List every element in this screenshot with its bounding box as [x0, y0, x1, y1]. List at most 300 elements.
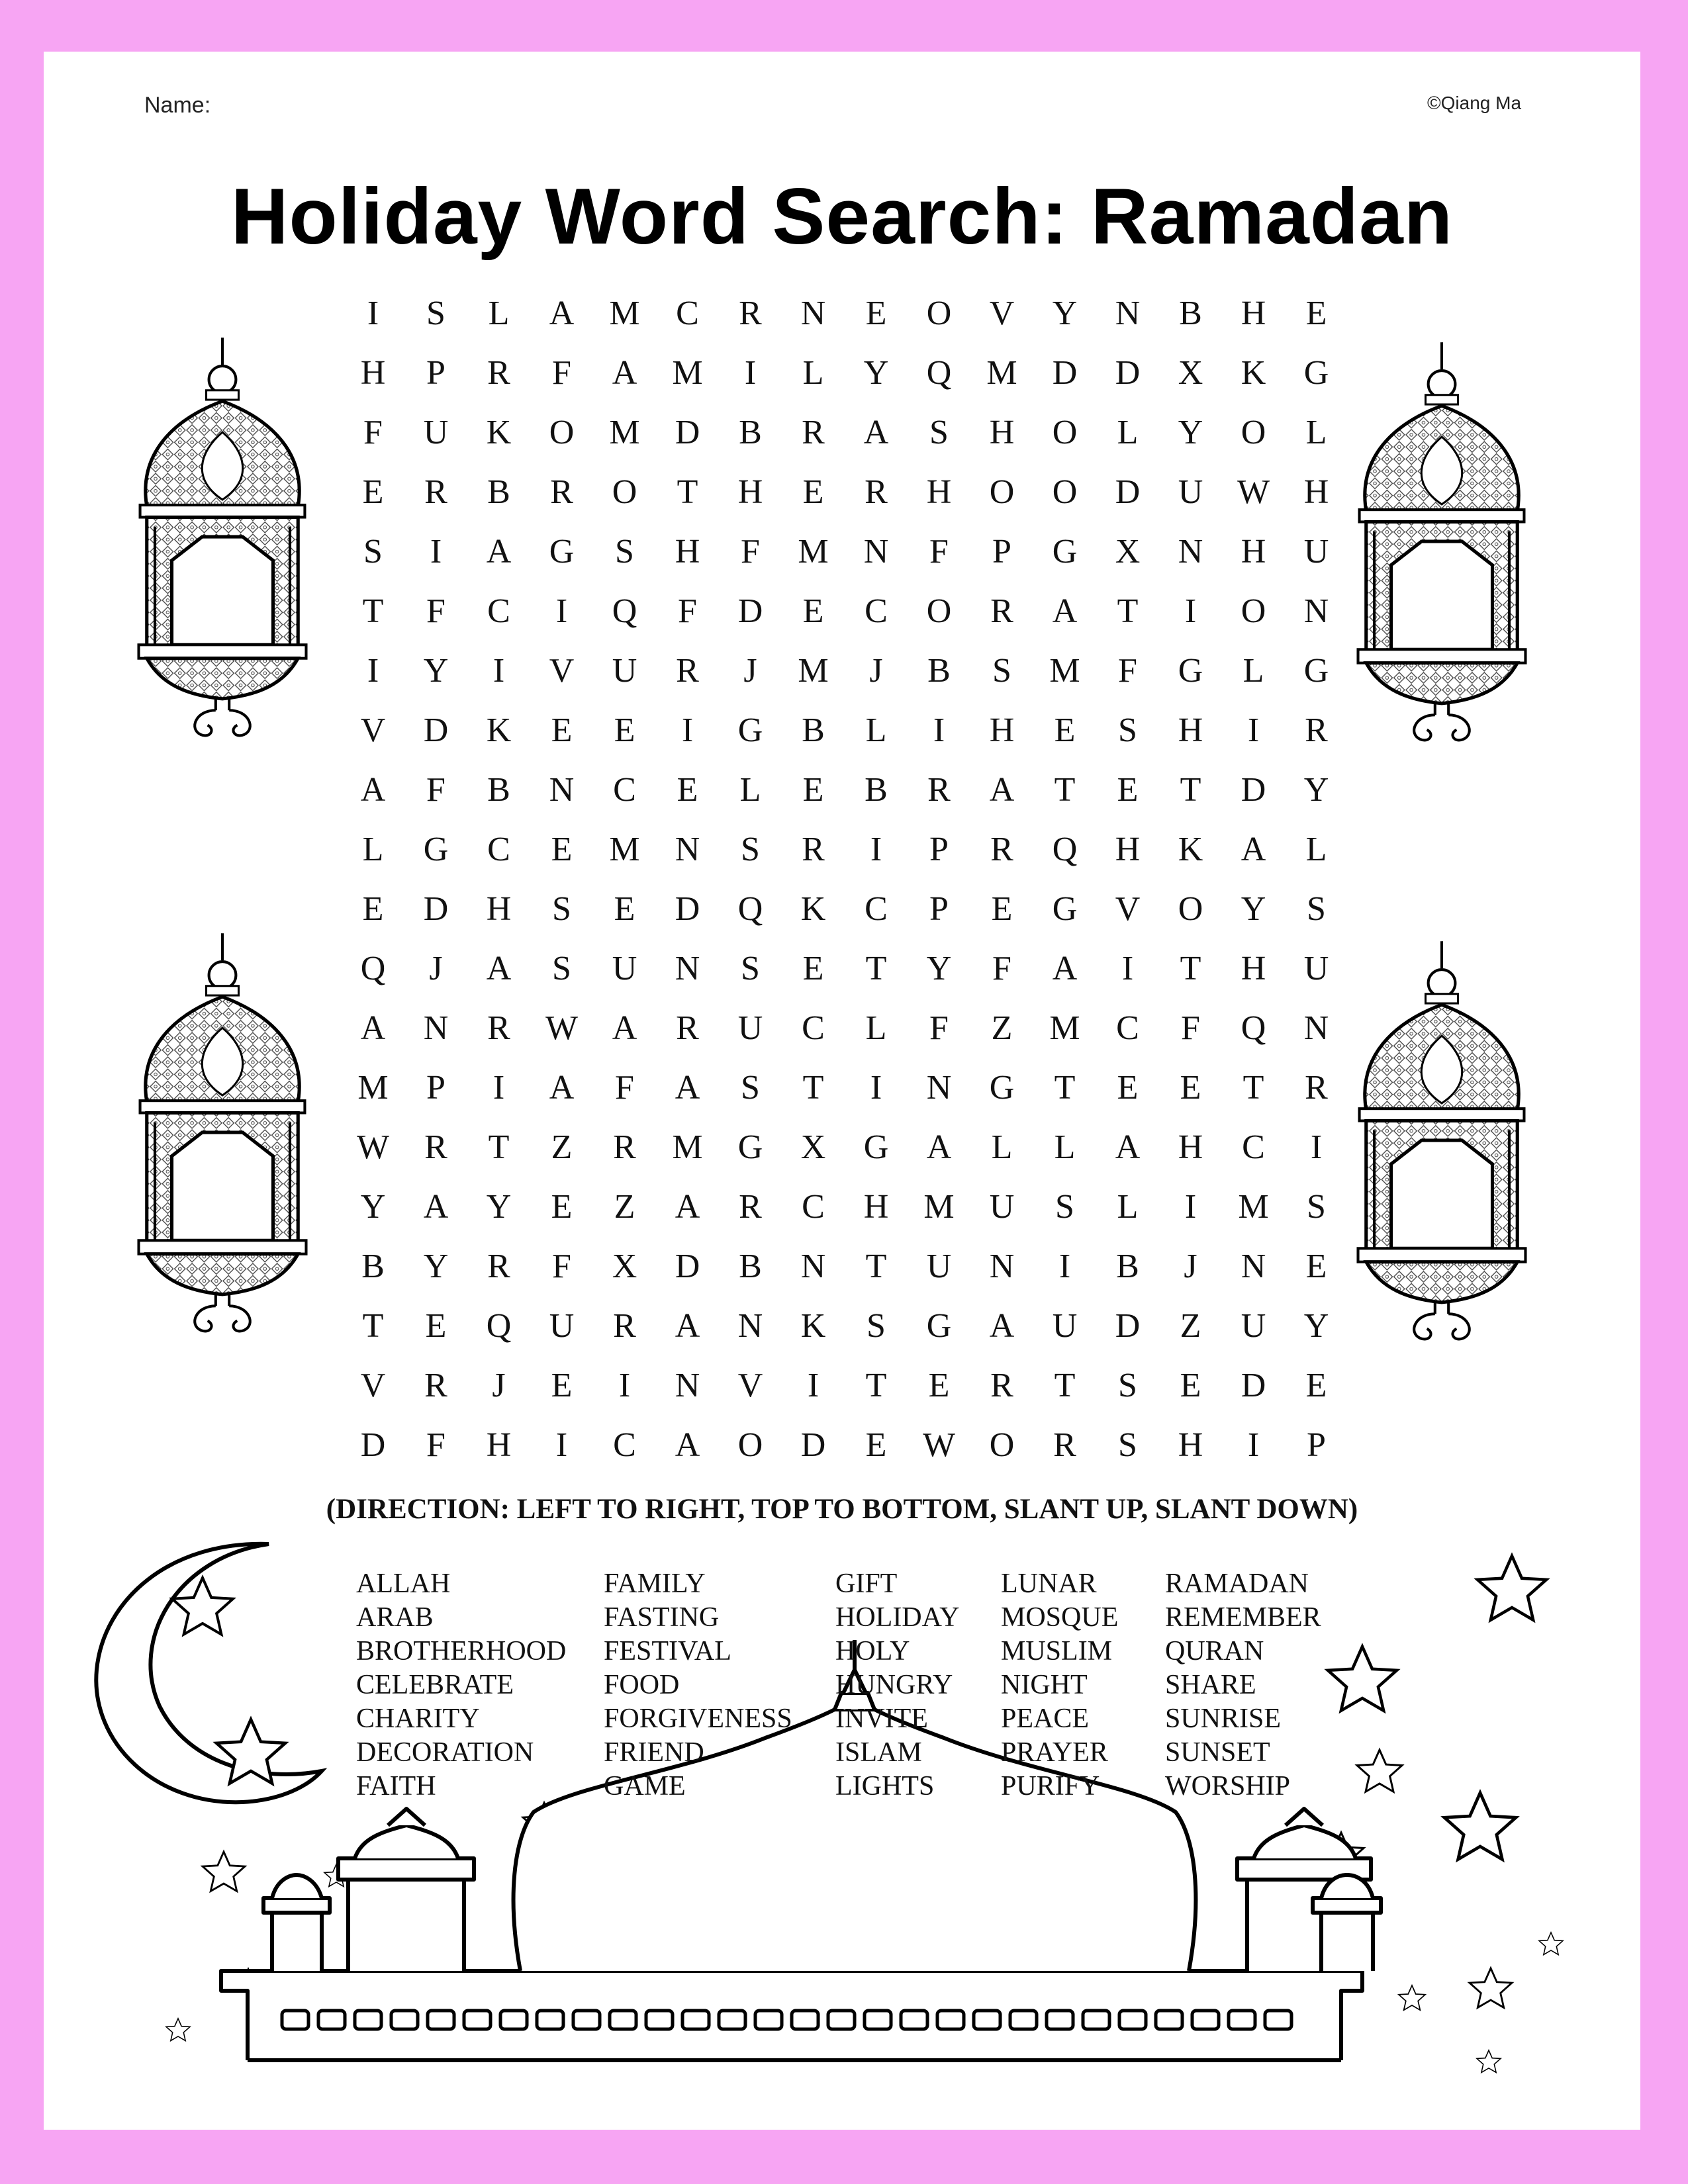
grid-letter[interactable]: S	[615, 532, 634, 570]
grid-letter[interactable]: P	[929, 889, 949, 928]
grid-letter[interactable]: E	[802, 473, 824, 511]
grid-letter[interactable]: Y	[423, 651, 449, 690]
grid-letter[interactable]: Q	[737, 889, 763, 928]
grid-letter[interactable]: S	[1307, 889, 1326, 928]
grid-letter[interactable]: R	[550, 473, 573, 511]
grid-letter[interactable]: U	[423, 413, 449, 451]
grid-letter[interactable]: O	[1241, 592, 1266, 630]
grid-letter[interactable]: L	[991, 1128, 1013, 1166]
grid-letter[interactable]: D	[1241, 1366, 1266, 1404]
grid-letter[interactable]: L	[488, 294, 510, 332]
grid-letter[interactable]: R	[676, 651, 699, 690]
grid-letter[interactable]: I	[1184, 1187, 1197, 1226]
grid-letter[interactable]: H	[486, 1426, 512, 1464]
grid-letter[interactable]: M	[672, 353, 703, 392]
grid-letter[interactable]: B	[1179, 294, 1202, 332]
grid-letter[interactable]: W	[922, 1426, 956, 1464]
grid-letter[interactable]: S	[741, 1068, 760, 1107]
grid-letter[interactable]: H	[863, 1187, 889, 1226]
grid-letter[interactable]: V	[549, 651, 575, 690]
grid-letter[interactable]: H	[1178, 711, 1203, 749]
grid-letter[interactable]: C	[1242, 1128, 1265, 1166]
grid-letter[interactable]: C	[865, 592, 888, 630]
grid-letter[interactable]: B	[487, 473, 510, 511]
grid-letter[interactable]: M	[1238, 1187, 1269, 1226]
grid-letter[interactable]: B	[1116, 1247, 1139, 1285]
grid-letter[interactable]: R	[865, 473, 888, 511]
grid-letter[interactable]: I	[1121, 949, 1134, 987]
grid-letter[interactable]: N	[1178, 532, 1203, 570]
grid-letter[interactable]: H	[486, 889, 512, 928]
grid-letter[interactable]: L	[1305, 413, 1327, 451]
grid-letter[interactable]: F	[1181, 1009, 1200, 1047]
grid-letter[interactable]: T	[802, 1068, 824, 1107]
grid-letter[interactable]: L	[802, 353, 824, 392]
grid-letter[interactable]: S	[741, 949, 760, 987]
grid-letter[interactable]: W	[545, 1009, 579, 1047]
grid-letter[interactable]: H	[1241, 949, 1266, 987]
grid-letter[interactable]: H	[1241, 532, 1266, 570]
grid-letter[interactable]: Y	[486, 1187, 512, 1226]
grid-letter[interactable]: Y	[1052, 294, 1078, 332]
grid-letter[interactable]: C	[676, 294, 699, 332]
grid-letter[interactable]: S	[363, 532, 383, 570]
grid-letter[interactable]: C	[487, 830, 510, 868]
grid-letter[interactable]: E	[362, 473, 384, 511]
grid-letter[interactable]: R	[739, 294, 762, 332]
grid-letter[interactable]: N	[1303, 1009, 1329, 1047]
grid-letter[interactable]: R	[424, 1128, 447, 1166]
grid-letter[interactable]: D	[423, 889, 449, 928]
grid-letter[interactable]: N	[863, 532, 889, 570]
grid-letter[interactable]: I	[870, 1068, 882, 1107]
grid-letter[interactable]: N	[800, 1247, 826, 1285]
grid-letter[interactable]: K	[1178, 830, 1203, 868]
grid-letter[interactable]: M	[923, 1187, 955, 1226]
grid-letter[interactable]: R	[990, 592, 1013, 630]
grid-letter[interactable]: J	[492, 1366, 506, 1404]
grid-letter[interactable]: V	[360, 1366, 386, 1404]
grid-letter[interactable]: Z	[991, 1009, 1013, 1047]
grid-letter[interactable]: T	[362, 592, 384, 630]
grid-letter[interactable]: A	[612, 353, 637, 392]
grid-letter[interactable]: A	[549, 1068, 575, 1107]
grid-letter[interactable]: I	[430, 532, 442, 570]
grid-letter[interactable]: H	[1178, 1128, 1203, 1166]
grid-letter[interactable]: C	[865, 889, 888, 928]
grid-letter[interactable]: H	[926, 473, 952, 511]
grid-letter[interactable]: D	[675, 1247, 700, 1285]
grid-letter[interactable]: T	[677, 473, 698, 511]
grid-letter[interactable]: T	[1243, 1068, 1264, 1107]
grid-letter[interactable]: A	[360, 1009, 386, 1047]
grid-letter[interactable]: R	[1053, 1426, 1076, 1464]
grid-letter[interactable]: H	[1241, 294, 1266, 332]
grid-letter[interactable]: D	[360, 1426, 386, 1464]
grid-letter[interactable]: A	[675, 1068, 700, 1107]
grid-letter[interactable]: Y	[1241, 889, 1266, 928]
grid-letter[interactable]: D	[675, 413, 700, 451]
grid-letter[interactable]: E	[1117, 1068, 1139, 1107]
grid-letter[interactable]: R	[990, 1366, 1013, 1404]
grid-letter[interactable]: F	[741, 532, 760, 570]
grid-letter[interactable]: I	[367, 294, 379, 332]
grid-letter[interactable]: J	[1184, 1247, 1197, 1285]
grid-letter[interactable]: T	[1054, 1068, 1076, 1107]
grid-letter[interactable]: F	[552, 1247, 571, 1285]
grid-letter[interactable]: P	[929, 830, 949, 868]
grid-letter[interactable]: M	[609, 830, 640, 868]
grid-letter[interactable]: A	[926, 1128, 952, 1166]
grid-letter[interactable]: N	[423, 1009, 449, 1047]
grid-letter[interactable]: S	[426, 294, 445, 332]
grid-letter[interactable]: T	[1180, 770, 1201, 809]
grid-letter[interactable]: C	[802, 1009, 825, 1047]
grid-letter[interactable]: H	[737, 473, 763, 511]
grid-letter[interactable]: U	[737, 1009, 763, 1047]
grid-letter[interactable]: R	[1305, 1068, 1328, 1107]
grid-letter[interactable]: T	[488, 1128, 510, 1166]
grid-letter[interactable]: I	[933, 711, 945, 749]
grid-letter[interactable]: J	[429, 949, 443, 987]
grid-letter[interactable]: R	[487, 353, 510, 392]
grid-letter[interactable]: A	[675, 1187, 700, 1226]
grid-letter[interactable]: T	[865, 949, 887, 987]
grid-letter[interactable]: E	[928, 1366, 950, 1404]
grid-letter[interactable]: S	[741, 830, 760, 868]
grid-letter[interactable]: M	[1049, 651, 1080, 690]
grid-letter[interactable]: I	[367, 651, 379, 690]
grid-letter[interactable]: D	[1052, 353, 1078, 392]
grid-letter[interactable]: L	[865, 711, 887, 749]
grid-letter[interactable]: R	[990, 830, 1013, 868]
grid-letter[interactable]: F	[363, 413, 383, 451]
grid-letter[interactable]: G	[1303, 651, 1329, 690]
grid-letter[interactable]: H	[675, 532, 700, 570]
grid-letter[interactable]: O	[926, 294, 952, 332]
grid-letter[interactable]: K	[800, 889, 826, 928]
grid-letter[interactable]: F	[426, 1426, 445, 1464]
grid-letter[interactable]: H	[1303, 473, 1329, 511]
grid-letter[interactable]: M	[1049, 1009, 1080, 1047]
grid-letter[interactable]: A	[360, 770, 386, 809]
grid-letter[interactable]: F	[1118, 651, 1137, 690]
grid-letter[interactable]: V	[989, 294, 1015, 332]
grid-letter[interactable]: M	[798, 651, 829, 690]
grid-letter[interactable]: N	[989, 1247, 1015, 1285]
grid-letter[interactable]: B	[802, 711, 825, 749]
grid-letter[interactable]: Y	[1178, 413, 1203, 451]
grid-letter[interactable]: J	[743, 651, 757, 690]
grid-letter[interactable]: G	[549, 532, 575, 570]
grid-letter[interactable]: G	[737, 711, 763, 749]
grid-letter[interactable]: D	[1115, 1306, 1141, 1345]
grid-letter[interactable]: S	[929, 413, 949, 451]
grid-letter[interactable]: N	[737, 1306, 763, 1345]
grid-letter[interactable]: E	[551, 830, 573, 868]
grid-letter[interactable]: Z	[551, 1128, 573, 1166]
grid-letter[interactable]: C	[1116, 1009, 1139, 1047]
grid-letter[interactable]: T	[1054, 1366, 1076, 1404]
grid-letter[interactable]: R	[1305, 711, 1328, 749]
grid-letter[interactable]: V	[1115, 889, 1141, 928]
grid-letter[interactable]: E	[1180, 1366, 1201, 1404]
grid-letter[interactable]: U	[549, 1306, 575, 1345]
grid-letter[interactable]: R	[424, 1366, 447, 1404]
grid-letter[interactable]: O	[989, 1426, 1015, 1464]
grid-letter[interactable]: V	[360, 711, 386, 749]
grid-letter[interactable]: D	[800, 1426, 826, 1464]
grid-letter[interactable]: E	[551, 1366, 573, 1404]
grid-letter[interactable]: N	[675, 949, 700, 987]
grid-letter[interactable]: H	[1178, 1426, 1203, 1464]
grid-letter[interactable]: I	[618, 1366, 631, 1404]
grid-letter[interactable]: E	[677, 770, 698, 809]
grid-letter[interactable]: M	[798, 532, 829, 570]
grid-letter[interactable]: L	[1117, 1187, 1139, 1226]
grid-letter[interactable]: E	[425, 1306, 447, 1345]
grid-letter[interactable]: N	[675, 830, 700, 868]
grid-letter[interactable]: T	[362, 1306, 384, 1345]
grid-letter[interactable]: A	[989, 770, 1015, 809]
grid-letter[interactable]: F	[992, 949, 1011, 987]
grid-letter[interactable]: I	[1247, 1426, 1260, 1464]
grid-letter[interactable]: P	[426, 1068, 445, 1107]
grid-letter[interactable]: I	[1184, 592, 1197, 630]
grid-letter[interactable]: M	[357, 1068, 389, 1107]
grid-letter[interactable]: L	[1054, 1128, 1076, 1166]
grid-letter[interactable]: M	[609, 413, 640, 451]
grid-letter[interactable]: H	[989, 711, 1015, 749]
grid-letter[interactable]: D	[1115, 473, 1141, 511]
grid-letter[interactable]: F	[929, 1009, 949, 1047]
grid-letter[interactable]: F	[426, 770, 445, 809]
grid-letter[interactable]: Z	[1180, 1306, 1201, 1345]
grid-letter[interactable]: R	[424, 473, 447, 511]
grid-letter[interactable]: Q	[1241, 1009, 1266, 1047]
grid-letter[interactable]: P	[1307, 1426, 1326, 1464]
grid-letter[interactable]: Q	[612, 592, 637, 630]
grid-letter[interactable]: I	[807, 1366, 820, 1404]
grid-letter[interactable]: O	[1241, 413, 1266, 451]
grid-letter[interactable]: A	[486, 949, 512, 987]
grid-letter[interactable]: C	[613, 1426, 636, 1464]
grid-letter[interactable]: O	[989, 473, 1015, 511]
grid-letter[interactable]: E	[802, 770, 824, 809]
grid-letter[interactable]: L	[739, 770, 761, 809]
grid-letter[interactable]: B	[927, 651, 951, 690]
grid-letter[interactable]: U	[926, 1247, 952, 1285]
grid-letter[interactable]: R	[613, 1128, 636, 1166]
grid-letter[interactable]: N	[926, 1068, 952, 1107]
grid-letter[interactable]: K	[800, 1306, 826, 1345]
grid-letter[interactable]: R	[487, 1009, 510, 1047]
grid-letter[interactable]: X	[1178, 353, 1203, 392]
grid-letter[interactable]: G	[1178, 651, 1203, 690]
grid-letter[interactable]: D	[1241, 770, 1266, 809]
grid-letter[interactable]: D	[423, 711, 449, 749]
grid-letter[interactable]: H	[1115, 830, 1141, 868]
grid-letter[interactable]: E	[362, 889, 384, 928]
grid-letter[interactable]: I	[1310, 1128, 1323, 1166]
grid-letter[interactable]: N	[1303, 592, 1329, 630]
grid-letter[interactable]: S	[867, 1306, 886, 1345]
grid-letter[interactable]: T	[1117, 592, 1139, 630]
grid-letter[interactable]: S	[552, 949, 571, 987]
grid-letter[interactable]: E	[991, 889, 1013, 928]
grid-letter[interactable]: V	[737, 1366, 763, 1404]
grid-letter[interactable]: L	[362, 830, 384, 868]
grid-letter[interactable]: I	[1247, 711, 1260, 749]
grid-letter[interactable]: K	[486, 711, 512, 749]
grid-letter[interactable]: W	[356, 1128, 390, 1166]
grid-letter[interactable]: I	[555, 592, 568, 630]
grid-letter[interactable]: E	[614, 889, 635, 928]
grid-letter[interactable]: U	[1303, 532, 1329, 570]
grid-letter[interactable]: U	[1241, 1306, 1266, 1345]
grid-letter[interactable]: X	[612, 1247, 637, 1285]
grid-letter[interactable]: R	[739, 1187, 762, 1226]
grid-letter[interactable]: T	[865, 1366, 887, 1404]
grid-letter[interactable]: N	[1241, 1247, 1266, 1285]
grid-letter[interactable]: L	[1243, 651, 1264, 690]
grid-letter[interactable]: N	[549, 770, 575, 809]
grid-letter[interactable]: I	[744, 353, 757, 392]
grid-letter[interactable]: G	[1303, 353, 1329, 392]
grid-letter[interactable]: H	[360, 353, 386, 392]
grid-letter[interactable]: U	[1178, 473, 1203, 511]
grid-letter[interactable]: Y	[1303, 1306, 1329, 1345]
grid-letter[interactable]: C	[802, 1187, 825, 1226]
grid-letter[interactable]: W	[1237, 473, 1270, 511]
grid-letter[interactable]: D	[737, 592, 763, 630]
grid-letter[interactable]: Q	[360, 949, 386, 987]
grid-letter[interactable]: O	[1052, 413, 1078, 451]
grid-letter[interactable]: R	[676, 1009, 699, 1047]
grid-letter[interactable]: E	[1054, 711, 1076, 749]
grid-letter[interactable]: S	[1118, 711, 1137, 749]
grid-letter[interactable]: U	[1052, 1306, 1078, 1345]
grid-letter[interactable]: E	[1180, 1068, 1201, 1107]
grid-letter[interactable]: E	[614, 711, 635, 749]
grid-letter[interactable]: F	[615, 1068, 634, 1107]
grid-letter[interactable]: Q	[1052, 830, 1078, 868]
grid-letter[interactable]: E	[1117, 770, 1139, 809]
grid-letter[interactable]: E	[551, 1187, 573, 1226]
grid-letter[interactable]: F	[552, 353, 571, 392]
grid-letter[interactable]: H	[989, 413, 1015, 451]
grid-letter[interactable]: F	[678, 592, 697, 630]
grid-letter[interactable]: Y	[423, 1247, 449, 1285]
grid-letter[interactable]: R	[802, 830, 825, 868]
grid-letter[interactable]: E	[802, 592, 824, 630]
grid-letter[interactable]: G	[1052, 889, 1078, 928]
grid-letter[interactable]: Y	[863, 353, 889, 392]
grid-letter[interactable]: G	[423, 830, 449, 868]
grid-letter[interactable]: G	[737, 1128, 763, 1166]
grid-letter[interactable]: E	[551, 711, 573, 749]
grid-letter[interactable]: I	[555, 1426, 568, 1464]
grid-letter[interactable]: T	[1054, 770, 1076, 809]
grid-letter[interactable]: B	[865, 770, 888, 809]
grid-letter[interactable]: A	[423, 1187, 449, 1226]
grid-letter[interactable]: A	[675, 1426, 700, 1464]
grid-letter[interactable]: I	[492, 651, 505, 690]
grid-letter[interactable]: Q	[486, 1306, 512, 1345]
grid-letter[interactable]: A	[612, 1009, 637, 1047]
grid-letter[interactable]: A	[675, 1306, 700, 1345]
grid-letter[interactable]: A	[989, 1306, 1015, 1345]
grid-letter[interactable]: L	[1117, 413, 1139, 451]
grid-letter[interactable]: S	[1118, 1426, 1137, 1464]
grid-letter[interactable]: N	[675, 1366, 700, 1404]
grid-letter[interactable]: O	[1052, 473, 1078, 511]
grid-letter[interactable]: N	[1115, 294, 1141, 332]
grid-letter[interactable]: S	[992, 651, 1011, 690]
grid-letter[interactable]: A	[863, 413, 889, 451]
grid-letter[interactable]: D	[1115, 353, 1141, 392]
grid-letter[interactable]: M	[672, 1128, 703, 1166]
grid-letter[interactable]: Y	[360, 1187, 386, 1226]
grid-letter[interactable]: O	[612, 473, 637, 511]
grid-letter[interactable]: O	[549, 413, 575, 451]
grid-letter[interactable]: P	[426, 353, 445, 392]
grid-letter[interactable]: A	[1052, 949, 1078, 987]
grid-letter[interactable]: X	[800, 1128, 826, 1166]
grid-letter[interactable]: E	[1305, 1247, 1327, 1285]
grid-letter[interactable]: R	[802, 413, 825, 451]
grid-letter[interactable]: Q	[926, 353, 952, 392]
grid-letter[interactable]: T	[1180, 949, 1201, 987]
grid-letter[interactable]: C	[613, 770, 636, 809]
grid-letter[interactable]: B	[361, 1247, 385, 1285]
grid-letter[interactable]: M	[986, 353, 1017, 392]
grid-letter[interactable]: Y	[926, 949, 952, 987]
grid-letter[interactable]: F	[426, 592, 445, 630]
grid-letter[interactable]: B	[739, 1247, 762, 1285]
grid-letter[interactable]: K	[486, 413, 512, 451]
grid-letter[interactable]: S	[1118, 1366, 1137, 1404]
grid-letter[interactable]: E	[1305, 1366, 1327, 1404]
grid-letter[interactable]: D	[675, 889, 700, 928]
grid-letter[interactable]: Y	[1303, 770, 1329, 809]
grid-letter[interactable]: R	[927, 770, 951, 809]
grid-letter[interactable]: J	[869, 651, 883, 690]
grid-letter[interactable]: X	[1115, 532, 1141, 570]
grid-letter[interactable]: U	[612, 949, 637, 987]
grid-letter[interactable]: A	[1052, 592, 1078, 630]
grid-letter[interactable]: A	[486, 532, 512, 570]
grid-letter[interactable]: E	[865, 294, 887, 332]
grid-letter[interactable]: I	[681, 711, 694, 749]
grid-letter[interactable]: R	[613, 1306, 636, 1345]
grid-letter[interactable]: K	[1241, 353, 1266, 392]
grid-letter[interactable]: S	[552, 889, 571, 928]
grid-letter[interactable]: Z	[614, 1187, 635, 1226]
grid-letter[interactable]: B	[739, 413, 762, 451]
grid-letter[interactable]: L	[865, 1009, 887, 1047]
grid-letter[interactable]: R	[487, 1247, 510, 1285]
grid-letter[interactable]: O	[737, 1426, 763, 1464]
grid-letter[interactable]: F	[929, 532, 949, 570]
grid-letter[interactable]: G	[1052, 532, 1078, 570]
grid-letter[interactable]: G	[989, 1068, 1015, 1107]
grid-letter[interactable]: E	[1305, 294, 1327, 332]
grid-letter[interactable]: N	[800, 294, 826, 332]
grid-letter[interactable]: S	[1055, 1187, 1074, 1226]
grid-letter[interactable]: T	[865, 1247, 887, 1285]
grid-letter[interactable]: O	[926, 592, 952, 630]
